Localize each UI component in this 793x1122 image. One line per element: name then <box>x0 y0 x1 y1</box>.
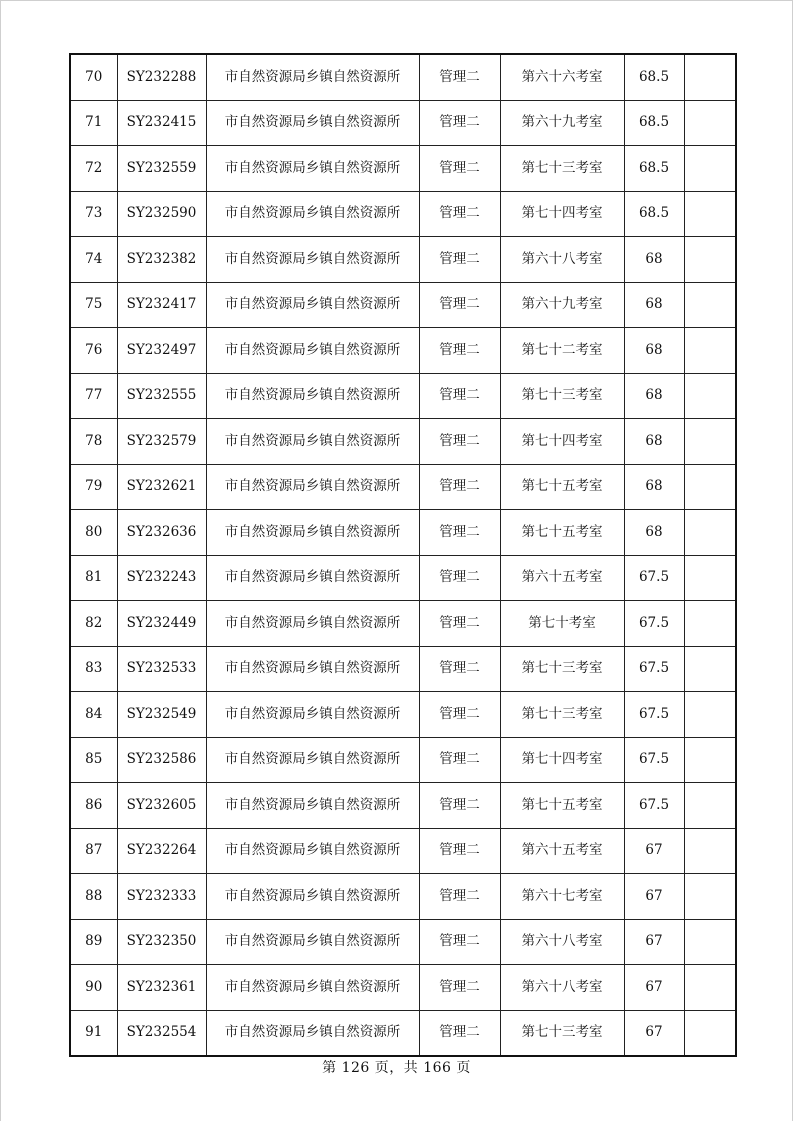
employer-unit-cell: 市自然资源局乡镇自然资源所 <box>206 54 419 100</box>
remarks-cell <box>684 692 736 738</box>
score-cell: 68.5 <box>624 191 684 237</box>
remarks-cell <box>684 146 736 192</box>
candidate-id-cell: SY232590 <box>117 191 206 237</box>
table-row <box>70 828 736 874</box>
exam-room-cell: 第六十五考室 <box>500 555 624 601</box>
exam-room-cell: 第七十五考室 <box>500 464 624 510</box>
remarks-cell <box>684 328 736 374</box>
exam-room-cell: 第六十八考室 <box>500 919 624 965</box>
exam-room-cell: 第七十三考室 <box>500 146 624 192</box>
remarks-cell <box>684 237 736 283</box>
row-number-cell: 85 <box>70 737 117 783</box>
remarks-cell <box>684 191 736 237</box>
position-cell: 管理二 <box>419 1010 500 1056</box>
position-cell: 管理二 <box>419 282 500 328</box>
position-cell: 管理二 <box>419 692 500 738</box>
score-cell: 68 <box>624 282 684 328</box>
position-cell: 管理二 <box>419 828 500 874</box>
row-number-cell: 78 <box>70 419 117 465</box>
row-number-cell: 79 <box>70 464 117 510</box>
remarks-cell <box>684 783 736 829</box>
exam-room-cell: 第六十六考室 <box>500 54 624 100</box>
exam-room-cell: 第七十三考室 <box>500 692 624 738</box>
row-number-cell: 75 <box>70 282 117 328</box>
candidate-id-cell: SY232559 <box>117 146 206 192</box>
remarks-cell <box>684 919 736 965</box>
score-cell: 68.5 <box>624 146 684 192</box>
table-row <box>70 646 736 692</box>
remarks-cell <box>684 282 736 328</box>
remarks-cell <box>684 54 736 100</box>
position-cell: 管理二 <box>419 919 500 965</box>
remarks-cell <box>684 555 736 601</box>
position-cell: 管理二 <box>419 783 500 829</box>
row-number-cell: 82 <box>70 601 117 647</box>
position-cell: 管理二 <box>419 510 500 556</box>
candidate-id-cell: SY232415 <box>117 100 206 146</box>
candidate-id-cell: SY232605 <box>117 783 206 829</box>
position-cell: 管理二 <box>419 646 500 692</box>
candidate-id-cell: SY232555 <box>117 373 206 419</box>
employer-unit-cell: 市自然资源局乡镇自然资源所 <box>206 373 419 419</box>
employer-unit-cell: 市自然资源局乡镇自然资源所 <box>206 328 419 374</box>
exam-room-cell: 第六十八考室 <box>500 965 624 1011</box>
employer-unit-cell: 市自然资源局乡镇自然资源所 <box>206 737 419 783</box>
table-row <box>70 965 736 1011</box>
candidate-id-cell: SY232586 <box>117 737 206 783</box>
results-table <box>69 53 737 1057</box>
position-cell: 管理二 <box>419 464 500 510</box>
score-cell: 68 <box>624 328 684 374</box>
score-cell: 67 <box>624 965 684 1011</box>
employer-unit-cell: 市自然资源局乡镇自然资源所 <box>206 146 419 192</box>
row-number-cell: 89 <box>70 919 117 965</box>
score-cell: 68 <box>624 464 684 510</box>
remarks-cell <box>684 646 736 692</box>
position-cell: 管理二 <box>419 373 500 419</box>
position-cell: 管理二 <box>419 874 500 920</box>
candidate-id-cell: SY232243 <box>117 555 206 601</box>
candidate-id-cell: SY232579 <box>117 419 206 465</box>
row-number-cell: 91 <box>70 1010 117 1056</box>
candidate-id-cell: SY232361 <box>117 965 206 1011</box>
row-number-cell: 86 <box>70 783 117 829</box>
table-row <box>70 1010 736 1056</box>
row-number-cell: 81 <box>70 555 117 601</box>
position-cell: 管理二 <box>419 965 500 1011</box>
employer-unit-cell: 市自然资源局乡镇自然资源所 <box>206 100 419 146</box>
remarks-cell <box>684 1010 736 1056</box>
candidate-id-cell: SY232350 <box>117 919 206 965</box>
position-cell: 管理二 <box>419 54 500 100</box>
candidate-id-cell: SY232449 <box>117 601 206 647</box>
table-row <box>70 555 736 601</box>
candidate-id-cell: SY232288 <box>117 54 206 100</box>
row-number-cell: 71 <box>70 100 117 146</box>
score-cell: 68 <box>624 237 684 283</box>
remarks-cell <box>684 419 736 465</box>
employer-unit-cell: 市自然资源局乡镇自然资源所 <box>206 646 419 692</box>
score-cell: 67.5 <box>624 692 684 738</box>
employer-unit-cell: 市自然资源局乡镇自然资源所 <box>206 464 419 510</box>
row-number-cell: 88 <box>70 874 117 920</box>
remarks-cell <box>684 737 736 783</box>
employer-unit-cell: 市自然资源局乡镇自然资源所 <box>206 191 419 237</box>
candidate-id-cell: SY232333 <box>117 874 206 920</box>
table-row <box>70 328 736 374</box>
employer-unit-cell: 市自然资源局乡镇自然资源所 <box>206 237 419 283</box>
table-row <box>70 100 736 146</box>
row-number-cell: 72 <box>70 146 117 192</box>
position-cell: 管理二 <box>419 100 500 146</box>
candidate-id-cell: SY232554 <box>117 1010 206 1056</box>
score-cell: 67.5 <box>624 555 684 601</box>
table-row <box>70 601 736 647</box>
candidate-id-cell: SY232417 <box>117 282 206 328</box>
score-cell: 68 <box>624 510 684 556</box>
employer-unit-cell: 市自然资源局乡镇自然资源所 <box>206 419 419 465</box>
score-cell: 68.5 <box>624 100 684 146</box>
exam-room-cell: 第七十三考室 <box>500 373 624 419</box>
row-number-cell: 76 <box>70 328 117 374</box>
row-number-cell: 87 <box>70 828 117 874</box>
exam-room-cell: 第七十五考室 <box>500 783 624 829</box>
table-row <box>70 373 736 419</box>
row-number-cell: 84 <box>70 692 117 738</box>
candidate-id-cell: SY232636 <box>117 510 206 556</box>
employer-unit-cell: 市自然资源局乡镇自然资源所 <box>206 828 419 874</box>
table-row <box>70 874 736 920</box>
employer-unit-cell: 市自然资源局乡镇自然资源所 <box>206 692 419 738</box>
remarks-cell <box>684 828 736 874</box>
score-cell: 67 <box>624 919 684 965</box>
remarks-cell <box>684 601 736 647</box>
exam-room-cell: 第六十五考室 <box>500 828 624 874</box>
table-row <box>70 737 736 783</box>
table-row <box>70 282 736 328</box>
table-row <box>70 919 736 965</box>
table-row <box>70 692 736 738</box>
employer-unit-cell: 市自然资源局乡镇自然资源所 <box>206 601 419 647</box>
page-number-text: 第 126 页，共 166 页 <box>322 1060 471 1076</box>
exam-room-cell: 第七十四考室 <box>500 737 624 783</box>
remarks-cell <box>684 965 736 1011</box>
results-table-body <box>70 54 736 1056</box>
exam-room-cell: 第六十七考室 <box>500 874 624 920</box>
employer-unit-cell: 市自然资源局乡镇自然资源所 <box>206 555 419 601</box>
table-row <box>70 510 736 556</box>
candidate-id-cell: SY232382 <box>117 237 206 283</box>
page-footer <box>0 1057 793 1077</box>
position-cell: 管理二 <box>419 191 500 237</box>
candidate-id-cell: SY232497 <box>117 328 206 374</box>
score-cell: 67 <box>624 828 684 874</box>
employer-unit-cell: 市自然资源局乡镇自然资源所 <box>206 919 419 965</box>
remarks-cell <box>684 510 736 556</box>
exam-room-cell: 第七十四考室 <box>500 191 624 237</box>
score-cell: 67.5 <box>624 646 684 692</box>
table-row <box>70 237 736 283</box>
employer-unit-cell: 市自然资源局乡镇自然资源所 <box>206 282 419 328</box>
exam-room-cell: 第六十九考室 <box>500 282 624 328</box>
row-number-cell: 90 <box>70 965 117 1011</box>
candidate-id-cell: SY232621 <box>117 464 206 510</box>
remarks-cell <box>684 874 736 920</box>
score-cell: 67.5 <box>624 783 684 829</box>
candidate-id-cell: SY232533 <box>117 646 206 692</box>
remarks-cell <box>684 100 736 146</box>
table-row <box>70 419 736 465</box>
exam-room-cell: 第七十二考室 <box>500 328 624 374</box>
score-cell: 67.5 <box>624 601 684 647</box>
score-cell: 67.5 <box>624 737 684 783</box>
table-row <box>70 54 736 100</box>
position-cell: 管理二 <box>419 555 500 601</box>
employer-unit-cell: 市自然资源局乡镇自然资源所 <box>206 874 419 920</box>
employer-unit-cell: 市自然资源局乡镇自然资源所 <box>206 965 419 1011</box>
position-cell: 管理二 <box>419 237 500 283</box>
employer-unit-cell: 市自然资源局乡镇自然资源所 <box>206 510 419 556</box>
position-cell: 管理二 <box>419 601 500 647</box>
score-cell: 67 <box>624 874 684 920</box>
score-cell: 68 <box>624 373 684 419</box>
employer-unit-cell: 市自然资源局乡镇自然资源所 <box>206 783 419 829</box>
row-number-cell: 77 <box>70 373 117 419</box>
score-cell: 68 <box>624 419 684 465</box>
exam-room-cell: 第七十三考室 <box>500 1010 624 1056</box>
row-number-cell: 80 <box>70 510 117 556</box>
position-cell: 管理二 <box>419 419 500 465</box>
candidate-id-cell: SY232264 <box>117 828 206 874</box>
row-number-cell: 74 <box>70 237 117 283</box>
exam-room-cell: 第七十四考室 <box>500 419 624 465</box>
row-number-cell: 83 <box>70 646 117 692</box>
position-cell: 管理二 <box>419 328 500 374</box>
table-row <box>70 146 736 192</box>
remarks-cell <box>684 464 736 510</box>
exam-room-cell: 第六十八考室 <box>500 237 624 283</box>
exam-room-cell: 第七十考室 <box>500 601 624 647</box>
row-number-cell: 73 <box>70 191 117 237</box>
position-cell: 管理二 <box>419 737 500 783</box>
position-cell: 管理二 <box>419 146 500 192</box>
candidate-id-cell: SY232549 <box>117 692 206 738</box>
exam-room-cell: 第六十九考室 <box>500 100 624 146</box>
table-row <box>70 464 736 510</box>
score-cell: 68.5 <box>624 54 684 100</box>
remarks-cell <box>684 373 736 419</box>
row-number-cell: 70 <box>70 54 117 100</box>
table-row <box>70 783 736 829</box>
exam-room-cell: 第七十三考室 <box>500 646 624 692</box>
exam-room-cell: 第七十五考室 <box>500 510 624 556</box>
score-cell: 67 <box>624 1010 684 1056</box>
employer-unit-cell: 市自然资源局乡镇自然资源所 <box>206 1010 419 1056</box>
table-row <box>70 191 736 237</box>
